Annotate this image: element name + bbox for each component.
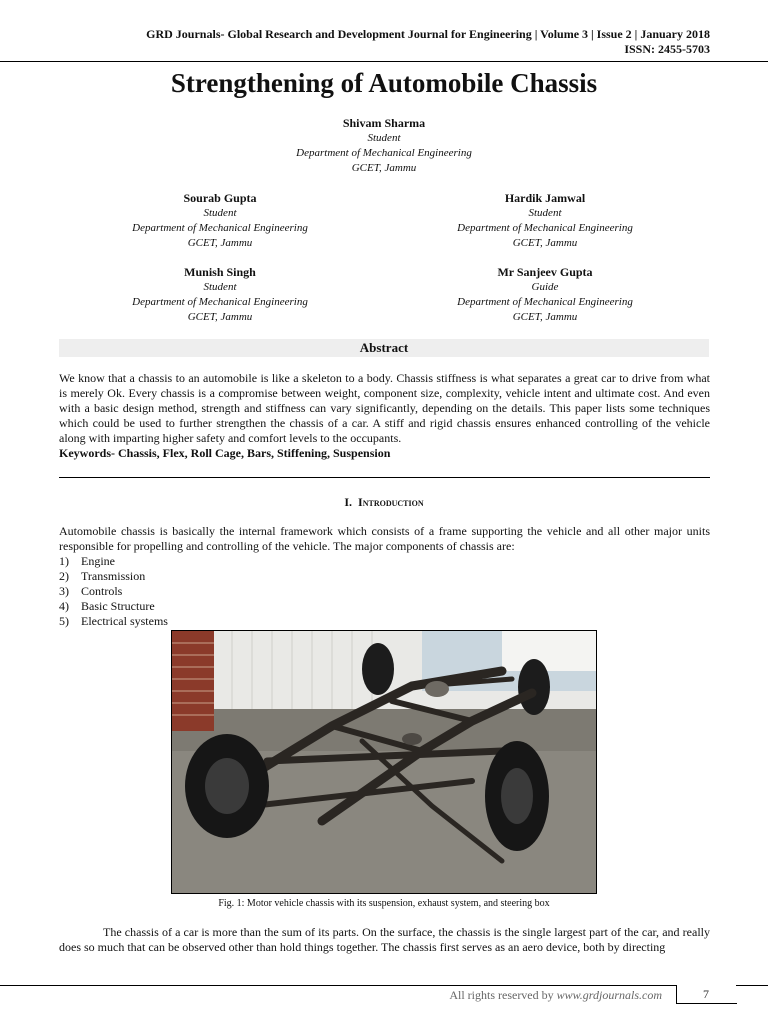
list-number: 3): [59, 584, 69, 598]
author-name: Sourab Gupta: [183, 191, 257, 205]
author-role: Student: [528, 207, 562, 219]
author-inst: GCET, Jammu: [187, 237, 253, 249]
footer-prefix: All rights reserved by: [449, 988, 557, 1002]
journal-header: [146, 27, 710, 57]
author-inst: GCET, Jammu: [512, 311, 578, 323]
author-role: Guide: [531, 281, 559, 293]
keywords: Keywords- Chassis, Flex, Roll Cage, Bars, Stiffening, Suspension: [59, 446, 391, 460]
author-dept: Department of Mechanical Engineering: [457, 222, 633, 234]
author-lead: [234, 116, 534, 176]
list-item: [59, 599, 168, 614]
list-text: Transmission: [81, 569, 146, 583]
author-name: Shivam Sharma: [342, 116, 426, 130]
journal-info: GRD Journals- Global Research and Development Journal for Engineering | Volume 3 | Issue 2 | January 2018: [146, 27, 710, 41]
figure-caption: Fig. 1: Motor vehicle chassis with its suspension, exhaust system, and steering box: [218, 898, 550, 909]
list-number: 1): [59, 554, 69, 568]
section-divider: [59, 477, 710, 478]
author-role: Student: [203, 207, 237, 219]
chassis-photo: [171, 630, 597, 894]
author-dept: Department of Mechanical Engineering: [132, 222, 308, 234]
intro-paragraph: Automobile chassis is basically the internal framework which consists of a frame supporting the vehicle and all other major units responsible for propelling and controlling of the vehicle. The major components of chassis are:: [59, 524, 710, 553]
abstract-text: We know that a chassis to an automobile is like a skeleton to a body. Chassis stiffness is what separates a great car to drive from what is merely Ok. Every chassis is a compromise between weight, component size, complexity, vehicle intent and ultimate cost. And even with a basic design method, strength and stiffness can vary significantly, depending on the details. This paper lists some techniques which could be used to further strengthen the chassis of a car. A stiff and rigid chassis ensures enhanced controlling of the vehicle along with imparting higher safety and comfort levels to the occupants.: [59, 371, 710, 445]
author-inst: GCET, Jammu: [187, 311, 253, 323]
footer-site-link[interactable]: www.grdjournals.com: [556, 988, 662, 1002]
footer-rule: [0, 985, 676, 986]
list-number: 5): [59, 614, 69, 628]
author-dept: Department of Mechanical Engineering: [457, 296, 633, 308]
section-number: I.: [344, 495, 353, 509]
list-item: [59, 569, 168, 584]
list-item: [59, 614, 168, 629]
header-rule: [0, 61, 768, 62]
list-text: Engine: [81, 554, 115, 568]
author-inst: GCET, Jammu: [512, 237, 578, 249]
author-name: Mr Sanjeev Gupta: [497, 265, 593, 279]
author-inst: GCET, Jammu: [351, 162, 417, 174]
page-number: 7: [703, 987, 709, 1001]
list-text: Basic Structure: [81, 599, 155, 613]
section-title: Introduction: [358, 495, 424, 509]
author-dept: Department of Mechanical Engineering: [132, 296, 308, 308]
list-item: [59, 584, 168, 599]
paper-title: Strengthening of Automobile Chassis: [170, 68, 598, 98]
footer-rule-tail: [736, 985, 768, 986]
component-list: [59, 554, 168, 629]
abstract-heading: Abstract: [59, 339, 709, 357]
author-left-1: [70, 191, 370, 251]
list-number: 4): [59, 599, 69, 613]
author-role: Student: [203, 281, 237, 293]
author-role: Student: [367, 132, 401, 144]
footer-copyright: [449, 988, 662, 1002]
author-right-2: [395, 265, 695, 325]
issn: ISSN: 2455-5703: [624, 42, 710, 56]
list-text: Controls: [81, 584, 123, 598]
author-right-1: [395, 191, 695, 251]
author-name: Munish Singh: [184, 265, 256, 279]
section-heading: [0, 494, 768, 510]
list-item: [59, 554, 168, 569]
author-name: Hardik Jamwal: [504, 191, 586, 205]
author-dept: Department of Mechanical Engineering: [296, 147, 472, 159]
list-text: Electrical systems: [81, 614, 168, 628]
body-paragraph: The chassis of a car is more than the sum of its parts. On the surface, the chassis is the single largest part of the car, and really does so much that can be observed other than hold things together. The chassis first serves as an aero device, both by directing: [59, 925, 710, 954]
author-left-2: [70, 265, 370, 325]
list-number: 2): [59, 569, 69, 583]
